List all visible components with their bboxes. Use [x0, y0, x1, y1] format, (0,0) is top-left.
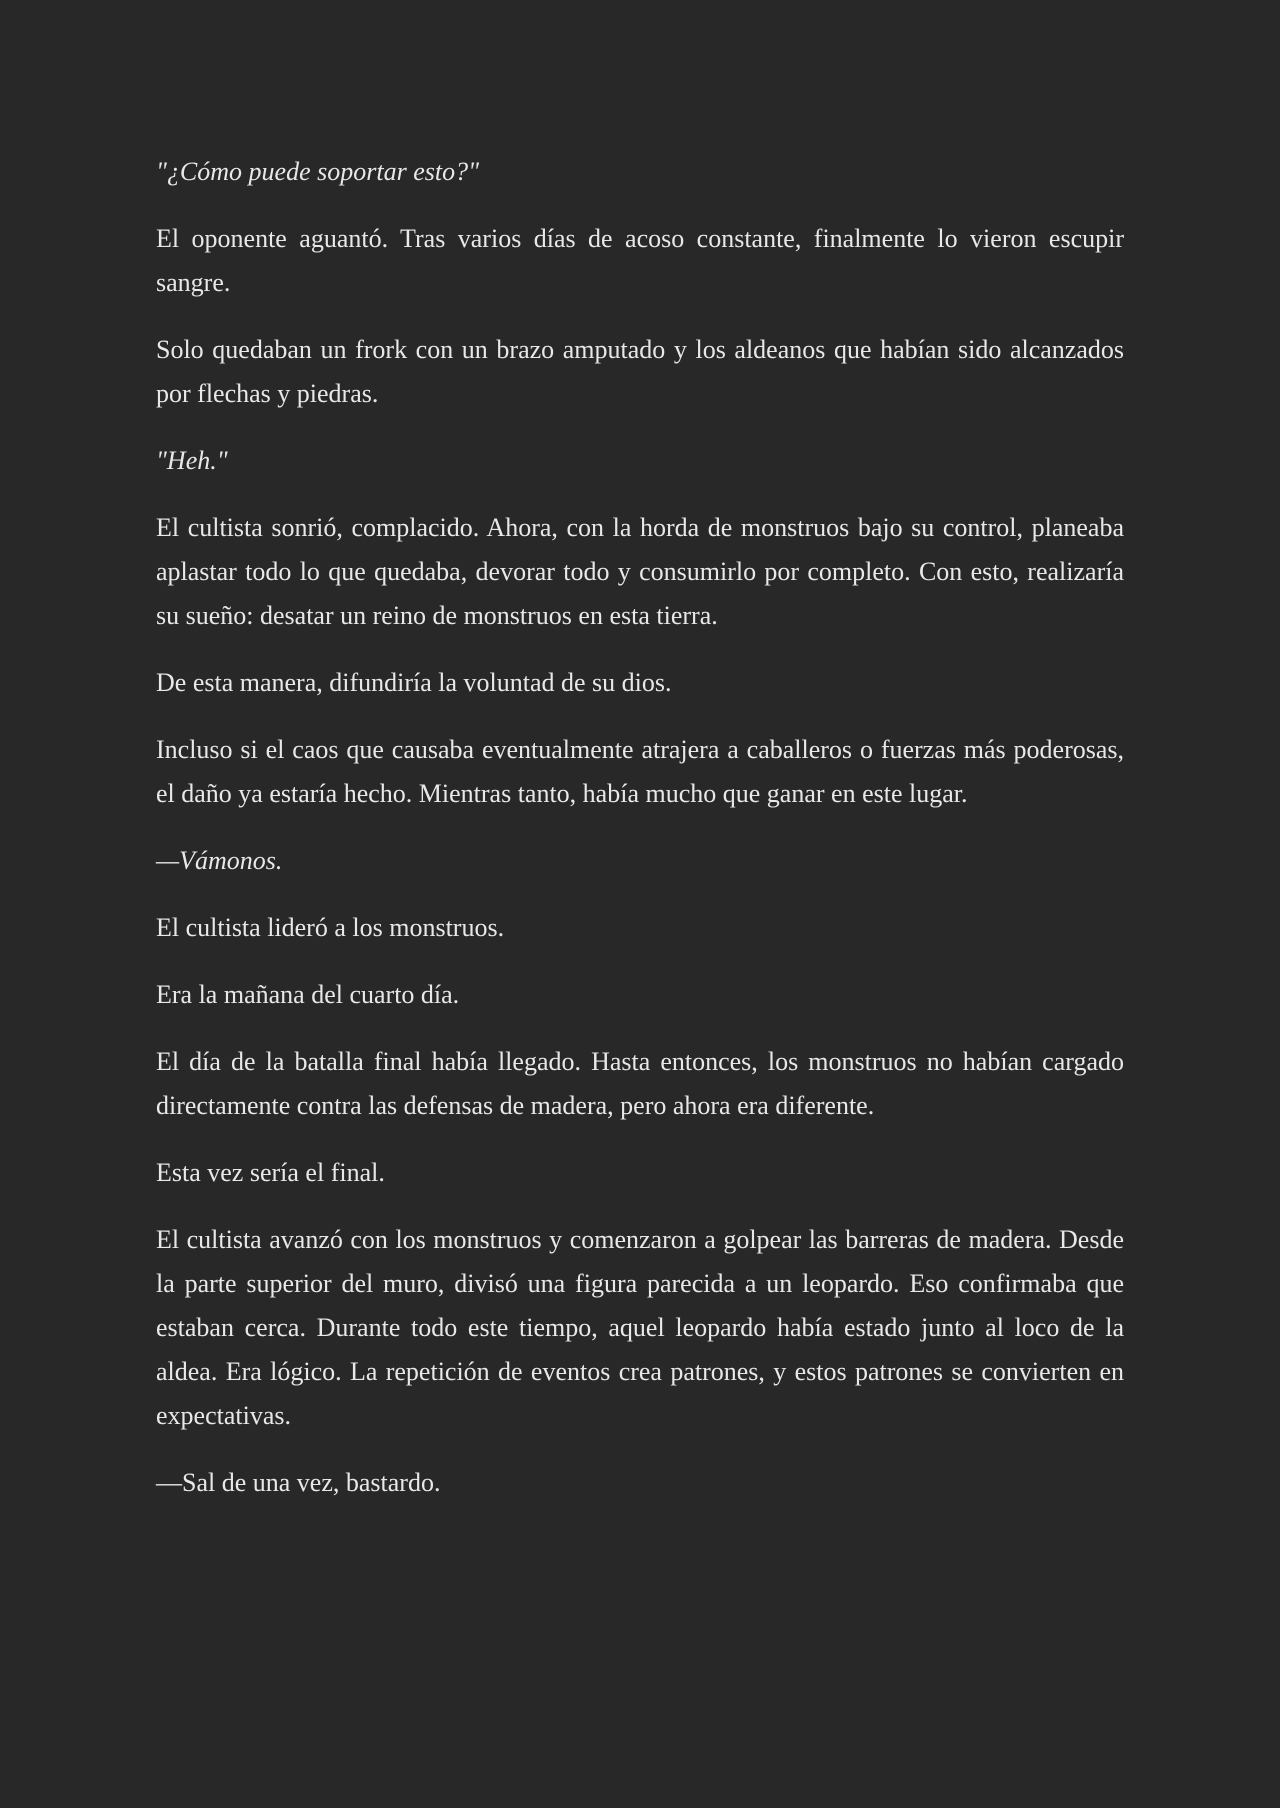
paragraph: El oponente aguantó. Tras varios días de acoso constante, finalmente lo vieron escupir sangre. — [156, 224, 1124, 297]
paragraph-dialogue: —Sal de una vez, bastardo. — [156, 1468, 441, 1497]
paragraph: Esta vez sería el final. — [156, 1158, 385, 1187]
paragraph: Solo quedaban un frork con un brazo amputado y los aldeanos que habían sido alcanzados por flechas y piedras. — [156, 335, 1124, 408]
paragraph: El día de la batalla final había llegado. Hasta entonces, los monstruos no habían cargado directamente contra las defensas de madera, pero ahora era diferente. — [156, 1047, 1124, 1120]
reader-page — [156, 0, 1124, 1505]
paragraph-dialogue: —Vámonos. — [156, 846, 283, 875]
paragraph: De esta manera, difundiría la voluntad de su dios. — [156, 668, 672, 697]
paragraph: Era la mañana del cuarto día. — [156, 980, 460, 1009]
paragraph: El cultista avanzó con los monstruos y comenzaron a golpear las barreras de madera. Desde la parte superior del muro, divisó una figura parecida a un leopardo. Eso confirmaba que estaban cerca. Durante todo este tiempo, aquel leopardo había estado junto al loco de la aldea. Era lógico. La repetición de eventos crea patrones, y estos patrones se convierten en expectativas. — [156, 1225, 1124, 1430]
paragraph: El cultista lideró a los monstruos. — [156, 913, 505, 942]
paragraph: El cultista sonrió, complacido. Ahora, con la horda de monstruos bajo su control, planeaba aplastar todo lo que quedaba, devorar todo y consumirlo por completo. Con esto, realizaría su sueño: desatar un reino de monstruos en esta tierra. — [156, 513, 1124, 630]
paragraph-dialogue: "¿Cómo puede soportar esto?" — [156, 157, 479, 186]
paragraph-dialogue: "Heh." — [156, 446, 228, 475]
paragraph: Incluso si el caos que causaba eventualmente atrajera a caballeros o fuerzas más poderosas, el daño ya estaría hecho. Mientras tanto, había mucho que ganar en este lugar. — [156, 735, 1124, 808]
